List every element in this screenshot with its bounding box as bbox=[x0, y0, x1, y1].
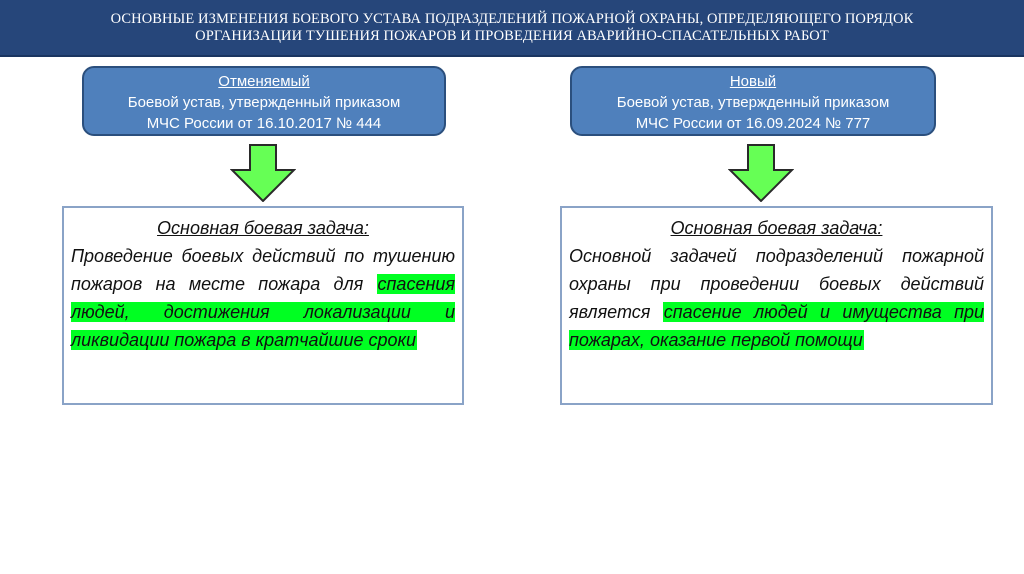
new-main-task-highlight: спасение людей и имущества при пожарах, оказание первой помощи bbox=[569, 302, 985, 350]
new-regulation-status: Новый bbox=[729, 73, 777, 90]
new-main-task-box bbox=[560, 206, 993, 405]
down-arrow-icon-right bbox=[728, 144, 794, 202]
old-main-task-plain-text: Проведение боевых действий по тушению пожаров на месте пожара для bbox=[71, 246, 455, 294]
old-regulation-line-1: Боевой устав, утвержденный приказом bbox=[127, 94, 401, 111]
old-main-task-text bbox=[71, 242, 455, 354]
old-main-task-box bbox=[62, 206, 464, 405]
header-banner bbox=[0, 0, 1024, 57]
new-main-task-text bbox=[569, 242, 984, 354]
old-regulation-line-2: МЧС России от 16.10.2017 № 444 bbox=[146, 115, 382, 132]
header-title-line-1: ОСНОВНЫЕ ИЗМЕНЕНИЯ БОЕВОГО УСТАВА ПОДРАЗДЕЛЕНИЙ ПОЖАРНОЙ ОХРАНЫ, ОПРЕДЕЛЯЮЩЕГО ПОРЯДОК bbox=[110, 10, 914, 27]
new-main-task-title: Основная боевая задача: bbox=[670, 218, 883, 238]
old-regulation-box bbox=[82, 66, 446, 136]
down-arrow-icon-left bbox=[230, 144, 296, 202]
new-regulation-box bbox=[570, 66, 936, 136]
header-title-line-2: ОРГАНИЗАЦИИ ТУШЕНИЯ ПОЖАРОВ И ПРОВЕДЕНИЯ АВАРИЙНО-СПАСАТЕЛЬНЫХ РАБОТ bbox=[195, 27, 829, 44]
old-regulation-status: Отменяемый bbox=[218, 73, 310, 90]
new-regulation-line-1: Боевой устав, утвержденный приказом bbox=[616, 94, 890, 111]
new-regulation-line-2: МЧС России от 16.09.2024 № 777 bbox=[635, 115, 871, 132]
old-main-task-title: Основная боевая задача: bbox=[157, 218, 369, 238]
old-main-task-highlight: спасения людей, достижения локализации и ликвидации пожара в кратчайшие сроки bbox=[71, 274, 455, 350]
new-main-task-plain-text: Основной задачей подразделений пожарной охраны при проведении боевых действий является bbox=[569, 246, 984, 322]
